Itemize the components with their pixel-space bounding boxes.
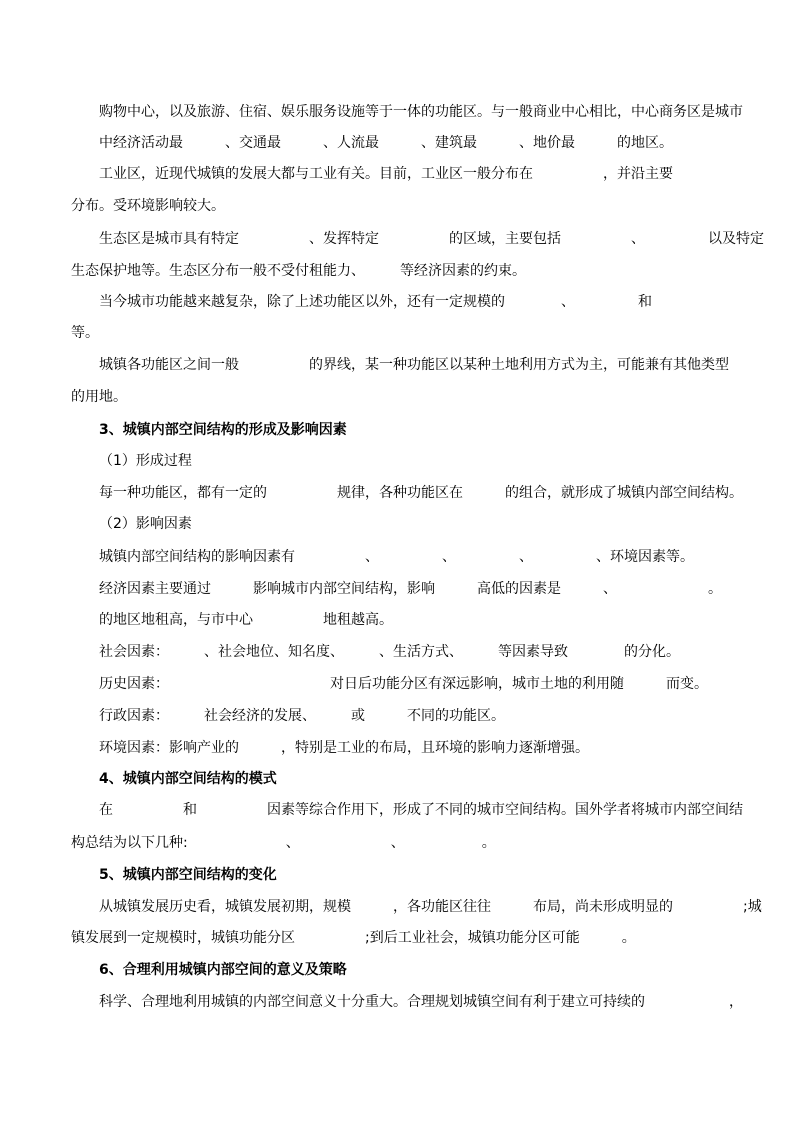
section-heading-4: 4、城镇内部空间结构的模式 [99,771,277,787]
paragraph-administrative: 行政因素： 社会经济的发展、 或 不同的功能区。 [99,708,505,724]
paragraph-patterns-line-2: 构总结为以下几种: 、 、 。 [71,835,496,851]
section-heading-6: 6、合理利用城镇内部空间的意义及策略 [99,962,347,978]
paragraph-cbd-line-2: 中经济活动最 、交通最 、人流最 、建筑最 、地价最 的地区。 [99,135,673,151]
paragraph-economic-line-2: 的地区地租高，与市中心 地租越高。 [99,612,393,628]
subheading-formation: （1）形成过程 [99,453,192,469]
paragraph-boundary-line-1: 城镇各功能区之间一般 的界线，某一种功能区以某种土地利用方式为主，可能兼有其他类型 [99,357,729,373]
paragraph-factors: 城镇内部空间结构的影响因素有 、 、 、 、环境因素等。 [99,549,694,565]
paragraph-complex-line-1: 当今城市功能越来越复杂，除了上述功能区以外，还有一定规模的 、 和 [99,294,652,310]
paragraph-industrial-line-1: 工业区，近现代城镇的发展大都与工业有关。目前，工业区一般分布在 ，并沿主要 [99,166,673,182]
paragraph-social: 社会因素： 、社会地位、知名度、 、生活方式、 等因素导致 的分化。 [99,644,680,660]
paragraph-cbd-line-1: 购物中心，以及旅游、住宿、娱乐服务设施等于一体的功能区。与一般商业中心相比，中心商务区是城市 [99,104,743,120]
paragraph-boundary-line-2: 的用地。 [71,389,127,405]
paragraph-patterns-line-1: 在 和 因素等综合作用下，形成了不同的城市空间结构。国外学者将城市内部空间结 [99,802,743,818]
paragraph-change-line-2: 镇发展到一定规模时，城镇功能分区 ;到后工业社会，城镇功能分区可能 。 [71,930,636,946]
paragraph-ecological-line-1: 生态区是城市具有特定 、发挥特定 的区域，主要包括 、 以及特定 [99,231,764,247]
paragraph-complex-line-2: 等。 [71,325,99,341]
paragraph-historical: 历史因素： 对日后功能分区有深远影响，城市土地的利用随 而变。 [99,676,708,692]
paragraph-environmental: 环境因素：影响产业的 ，特别是工业的布局，且环境的影响力逐渐增强。 [99,740,589,756]
paragraph-economic-line-1: 经济因素主要通过 影响城市内部空间结构，影响 高低的因素是 、 。 [99,581,722,597]
section-heading-3: 3、城镇内部空间结构的形成及影响因素 [99,422,347,438]
paragraph-industrial-line-2: 分布。受环境影响较大。 [71,198,225,214]
paragraph-formation: 每一种功能区，都有一定的 规律，各种功能区在 的组合，就形成了城镇内部空间结构。 [99,485,743,501]
paragraph-significance: 科学、合理地利用城镇的内部空间意义十分重大。合理规划城镇空间有利于建立可持续的 ， [99,994,743,1010]
paragraph-ecological-line-2: 生态保护地等。生态区分布一般不受付租能力、 等经济因素的约束。 [71,263,526,279]
paragraph-change-line-1: 从城镇发展历史看，城镇发展初期，规模 ，各功能区往往 布局，尚未形成明显的 ;城 [99,899,762,915]
section-heading-5: 5、城镇内部空间结构的变化 [99,867,277,883]
subheading-factors: （2）影响因素 [99,516,192,532]
